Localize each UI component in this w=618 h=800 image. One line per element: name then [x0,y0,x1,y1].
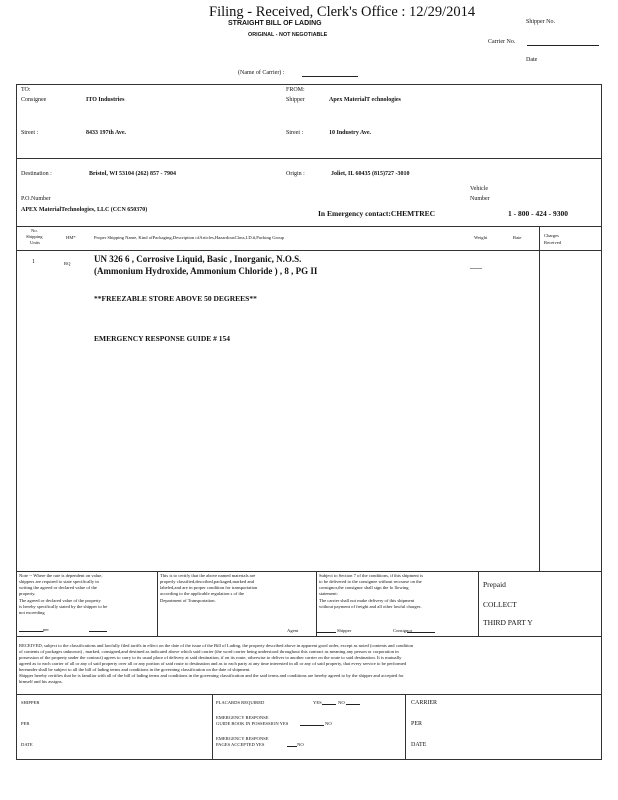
note1-line-4: property. [19,591,36,596]
placards-no-field[interactable] [346,704,360,705]
placards-no[interactable]: NO [338,700,345,705]
origin-value: Joliet, IL 60435 (815)727 -3010 [331,171,410,177]
table-header-bottom [16,250,602,251]
note3-line-6: without payment of freight and all other lawful charges. [319,604,422,609]
document-subtitle: ORIGINAL - NOT NEGOTIABLE [248,32,328,38]
footer-per2-label: PER [411,721,423,727]
frame-right [601,84,602,759]
terms-line-5: hereunder shall be subject to all the bill of lading terms and conditions in the governing classification on the date of shipment. [19,667,251,672]
shipper-sig-label: Shipper [337,628,352,633]
frame-top [16,84,602,85]
row-desc-line2: (Ammonium Hydroxide, Ammonium Chloride ) , 8 , PG II [94,266,318,276]
terms-top [16,636,602,637]
consignee-label: Consignee [21,97,47,103]
terms-line-2: of contents of packages unknown) , marked, consigned,and destined as indicated above which said carrier (the word carrier being understood throughout this contract as meaning any person or corporation in [19,649,399,654]
note3-line-4: statement: [319,591,338,596]
er-guide-label: EMERGENCY RESPONSE [216,715,269,720]
note1-line-7: not exceeding [19,610,45,615]
notes-top [16,571,602,572]
er-pages-yes-field[interactable] [287,746,297,747]
footer-date2-label: DATE [411,742,427,748]
carrier-no-field[interactable] [527,45,599,46]
er-pages-label-2: PAGES ACCEPTED YES [216,742,265,747]
charges-col-divider [539,226,540,571]
from-label: FROM: [286,87,305,93]
row-weight: ____ [470,264,482,270]
footer-per-label: PER [21,721,30,726]
col-charges-2: Received [544,240,562,245]
placards-yes[interactable]: YES [313,700,322,705]
frame-bottom [16,759,602,760]
placards-yes-field[interactable] [322,704,336,705]
divider-1 [16,158,602,159]
row-hm: RQ [64,261,71,266]
note2-line-1: This is to certify that the above named materials are [160,573,256,578]
terms-line-1: RECEIVED, subject to the classifications and lawfully filed tariffs in effect on the date of the issue of the Bill of Lading, the property described above in apparent good order, except as noted (contents and condition [19,643,414,648]
note1-line-5: The agreed or declared value of the property [19,598,101,603]
note1-per: per [43,627,49,632]
row-desc-line1: UN 326 6 , Corrosive Liquid, Basic , Inorganic, N.O.S. [94,254,302,264]
row-desc-line3: **FREEZABLE STORE ABOVE 50 DEGREES** [94,294,257,303]
note1-line-1: Note -- Where the rate is dependent on value, [19,573,103,578]
emergency-phone: 1 - 800 - 424 - 9300 [508,209,568,218]
shipper-label: Shipper [286,97,305,103]
date-label: Date [526,57,538,63]
collect-option[interactable]: COLLECT [483,600,517,609]
col-units-3: Units [30,240,40,245]
destination-label: Destination : [21,171,52,177]
emergency-contact: In Emergency contact:CHEMTREC [318,209,436,218]
terms-line-6: Shipper hereby certifies that he is familiar with all of the bill of lading terms and conditions in the governing classification and the said terms and conditions are hereby agreed to by the shipper and accepted for [19,673,404,678]
terms-line-7: himself and his assigns. [19,679,63,684]
row-units: 1 [32,259,35,265]
note3-line-1: Subject to Section 7 of the conditions, if this shipment is [319,573,423,578]
footer-top [16,694,602,695]
consignor-sig-label: Consignor [393,628,413,633]
footer-divider-2 [405,694,406,759]
shipper-name: Apex MaterialT echnologies [329,97,401,103]
notes-divider-1 [157,571,158,636]
agent-label: Agent [287,628,299,633]
placards-label: PLACARDS REQUIRED [216,700,265,705]
destination-value: Bristol, WI 53104 (262) 857 - 7904 [89,171,177,177]
value-field[interactable] [19,631,43,632]
col-rate: Rate [513,235,522,240]
note3-line-2: to be delivered to the consignee without recourse on the [319,579,422,584]
col-weight: Weight [474,235,488,240]
col-description: Proper Shipping Name, Kind ofPackaging,Description ofArticles,HazardousClass,I.D.#,Packing Group [94,235,284,240]
col-units-1: No. [31,228,38,233]
er-pages-label: EMERGENCY RESPONSE [216,736,269,741]
origin-label: Origin : [286,171,305,177]
from-street: 10 Industry Ave. [329,130,372,136]
col-hm: HM* [66,235,76,240]
vehicle-number-label: Number [470,196,490,202]
shipper-no-label: Shipper No. [526,19,555,25]
row-desc-line4: EMERGENCY RESPONSE GUIDE # 154 [94,334,230,343]
note2-line-3: labeled,and are in proper condition for transportation [160,585,258,590]
po-label: P.O.Number [21,196,51,202]
to-label: TO: [21,87,31,93]
to-street-label: Street : [21,130,39,136]
table-top [16,226,602,227]
vehicle-label: Vehicle [470,186,488,192]
carrier-name-label: (Name of Carrier) : [238,70,285,76]
note2-line-2: properly classified,described,packaged,marked and [160,579,255,584]
terms-line-3: possession of the property under the contract) agrees to carry to its usual place of delivery at said destination, if on its route, otherwise to deliver to another carrier on the route to said destination. It is mutually [19,655,402,660]
footer-divider-1 [212,694,213,759]
er-guide-no[interactable]: NO [325,721,332,726]
er-guide-yes-field[interactable] [300,725,324,726]
footer-shipper-label: SHIPPER [21,700,40,705]
carrier-no-label: Carrier No. [488,39,516,45]
note2-line-5: Department of Transportation. [160,598,216,603]
footer-carrier-label: CARRIER [411,700,438,706]
carrier-name-field[interactable] [302,76,358,77]
third-party-option[interactable]: THIRD PART Y [483,618,533,627]
shipper-sig-field[interactable] [316,632,336,633]
note3-line-5: The carrier shall not make delivery of this shipment [319,598,415,603]
note1-line-6: is hereby specifically stated by the shipper to be [19,604,108,609]
note2-line-4: according to the applicable regulation s of the [160,591,245,596]
to-street: 8433 197th Ave. [86,130,127,136]
terms-line-4: agreed as to each carrier of all or any of said property over all or any portion of said route to destination and as to each party at any time interested in all or any of said property, that every service to be performed [19,661,407,666]
er-guide-label-2: GUIDE BOOK IN POSSESSION YES [216,721,289,726]
col-units-2: Shipping [26,234,43,239]
note1-line-3: writing the agreed or declared value of the [19,585,97,590]
prepaid-option[interactable]: Prepaid [483,580,506,589]
consignor-sig-field[interactable] [407,632,435,633]
document-title: STRAIGHT BILL OF LADING [228,20,322,27]
po-value: APEX MaterialTechnologies, LLC (CCN 650370) [21,207,148,213]
col-charges-1: Charges [544,233,559,238]
note3-line-3: consignor,the consignor shall sign the fo llowing [319,585,409,590]
filing-stamp: Filing - Received, Clerk's Office : 12/29/2014 [209,4,476,20]
consignee-name: ITO Industries [86,97,125,103]
er-pages-no[interactable]: NO [297,742,304,747]
frame-left [16,84,17,759]
from-street-label: Street : [286,130,304,136]
note1-line-2: shippers are required to state specifically in [19,579,99,584]
per-field[interactable] [89,631,107,632]
notes-divider-2 [316,571,317,636]
notes-divider-3 [478,571,479,636]
footer-date-label: DATE [21,742,33,747]
